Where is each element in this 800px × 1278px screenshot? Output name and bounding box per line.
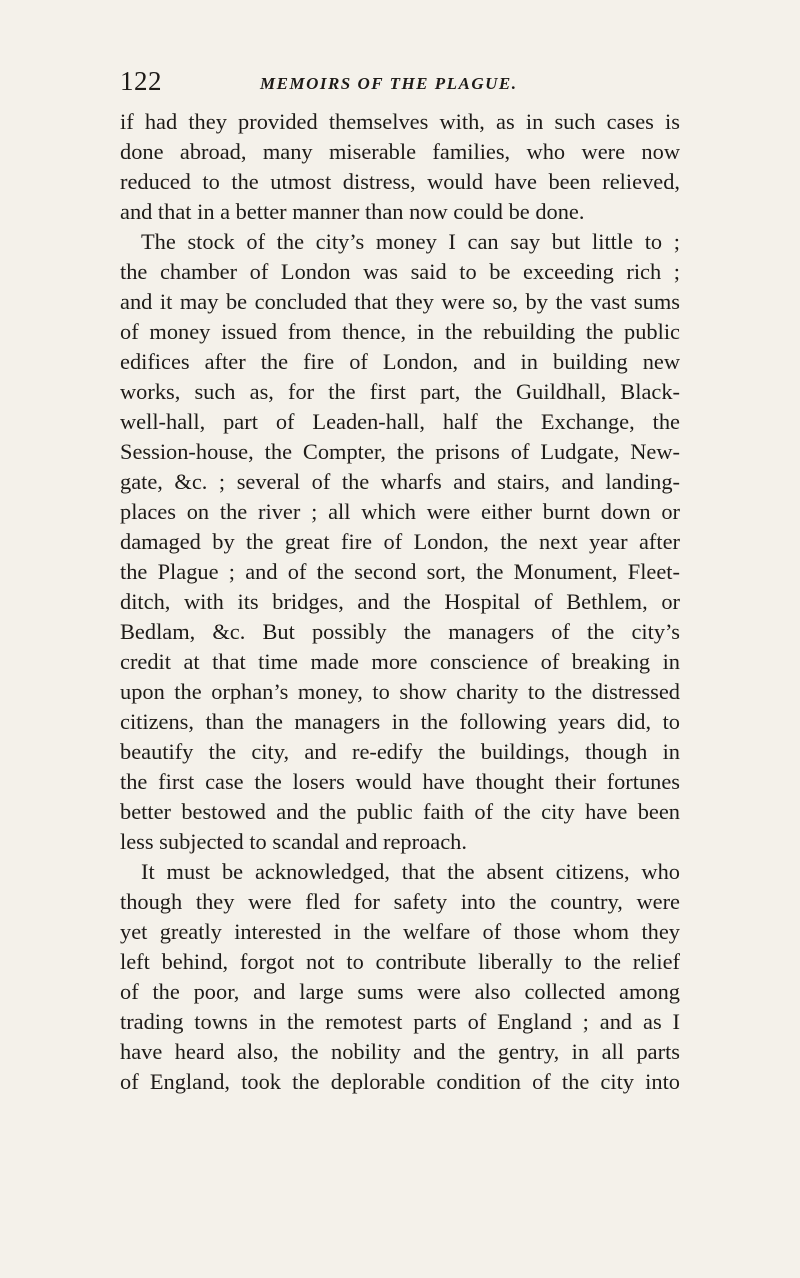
text-line: citizens, than the managers in the following years did, to — [120, 709, 680, 734]
text-line: if had they provided themselves with, as in such cases is — [120, 109, 680, 134]
text-line: better bestowed and the public faith of the city have been — [120, 799, 680, 824]
text-line: Bedlam, &c. But possibly the managers of the city’s — [120, 619, 680, 644]
text-line: It must be acknowledged, that the absent citizens, who — [141, 859, 680, 884]
body-text — [120, 107, 680, 1097]
text-line: the chamber of London was said to be exceeding rich ; — [120, 259, 680, 284]
text-line: yet greatly interested in the welfare of those whom they — [120, 919, 680, 944]
text-line: and that in a better manner than now could be done. — [120, 199, 585, 224]
text-line: gate, &c. ; several of the wharfs and stairs, and landing- — [120, 469, 680, 494]
text-line: damaged by the great fire of London, the next year after — [120, 529, 680, 554]
running-head — [120, 66, 680, 106]
text-line: reduced to the utmost distress, would have been relieved, — [120, 169, 680, 194]
text-line: of money issued from thence, in the rebuilding the public — [120, 319, 680, 344]
text-line: the Plague ; and of the second sort, the Monument, Fleet- — [120, 559, 680, 584]
text-line: trading towns in the remotest parts of England ; and as I — [120, 1009, 680, 1034]
text-line: upon the orphan’s money, to show charity to the distressed — [120, 679, 680, 704]
running-title: MEMOIRS OF THE PLAGUE. — [260, 74, 518, 93]
text-line: have heard also, the nobility and the gentry, in all parts — [120, 1039, 680, 1064]
text-line: works, such as, for the first part, the Guildhall, Black- — [120, 379, 680, 404]
text-line: the first case the losers would have thought their fortunes — [120, 769, 680, 794]
text-line: less subjected to scandal and reproach. — [120, 829, 467, 854]
text-line: edifices after the fire of London, and in building new — [120, 349, 680, 374]
text-line: of the poor, and large sums were also collected among — [120, 979, 680, 1004]
text-line: done abroad, many miserable families, who were now — [120, 139, 680, 164]
text-line: Session-house, the Compter, the prisons of Ludgate, New- — [120, 439, 680, 464]
text-line: though they were fled for safety into the country, were — [120, 889, 680, 914]
text-line: The stock of the city’s money I can say but little to ; — [141, 229, 680, 254]
text-line: left behind, forgot not to contribute liberally to the relief — [120, 949, 680, 974]
text-line: credit at that time made more conscience of breaking in — [120, 649, 680, 674]
text-line: of England, took the deplorable condition of the city into — [120, 1069, 680, 1094]
text-line: places on the river ; all which were either burnt down or — [120, 499, 680, 524]
text-line: and it may be concluded that they were so, by the vast sums — [120, 289, 680, 314]
text-line: well-hall, part of Leaden-hall, half the Exchange, the — [120, 409, 680, 434]
text-line: beautify the city, and re-edify the buildings, though in — [120, 739, 680, 764]
text-line: ditch, with its bridges, and the Hospital of Bethlem, or — [120, 589, 680, 614]
page-number: 122 — [120, 66, 162, 96]
